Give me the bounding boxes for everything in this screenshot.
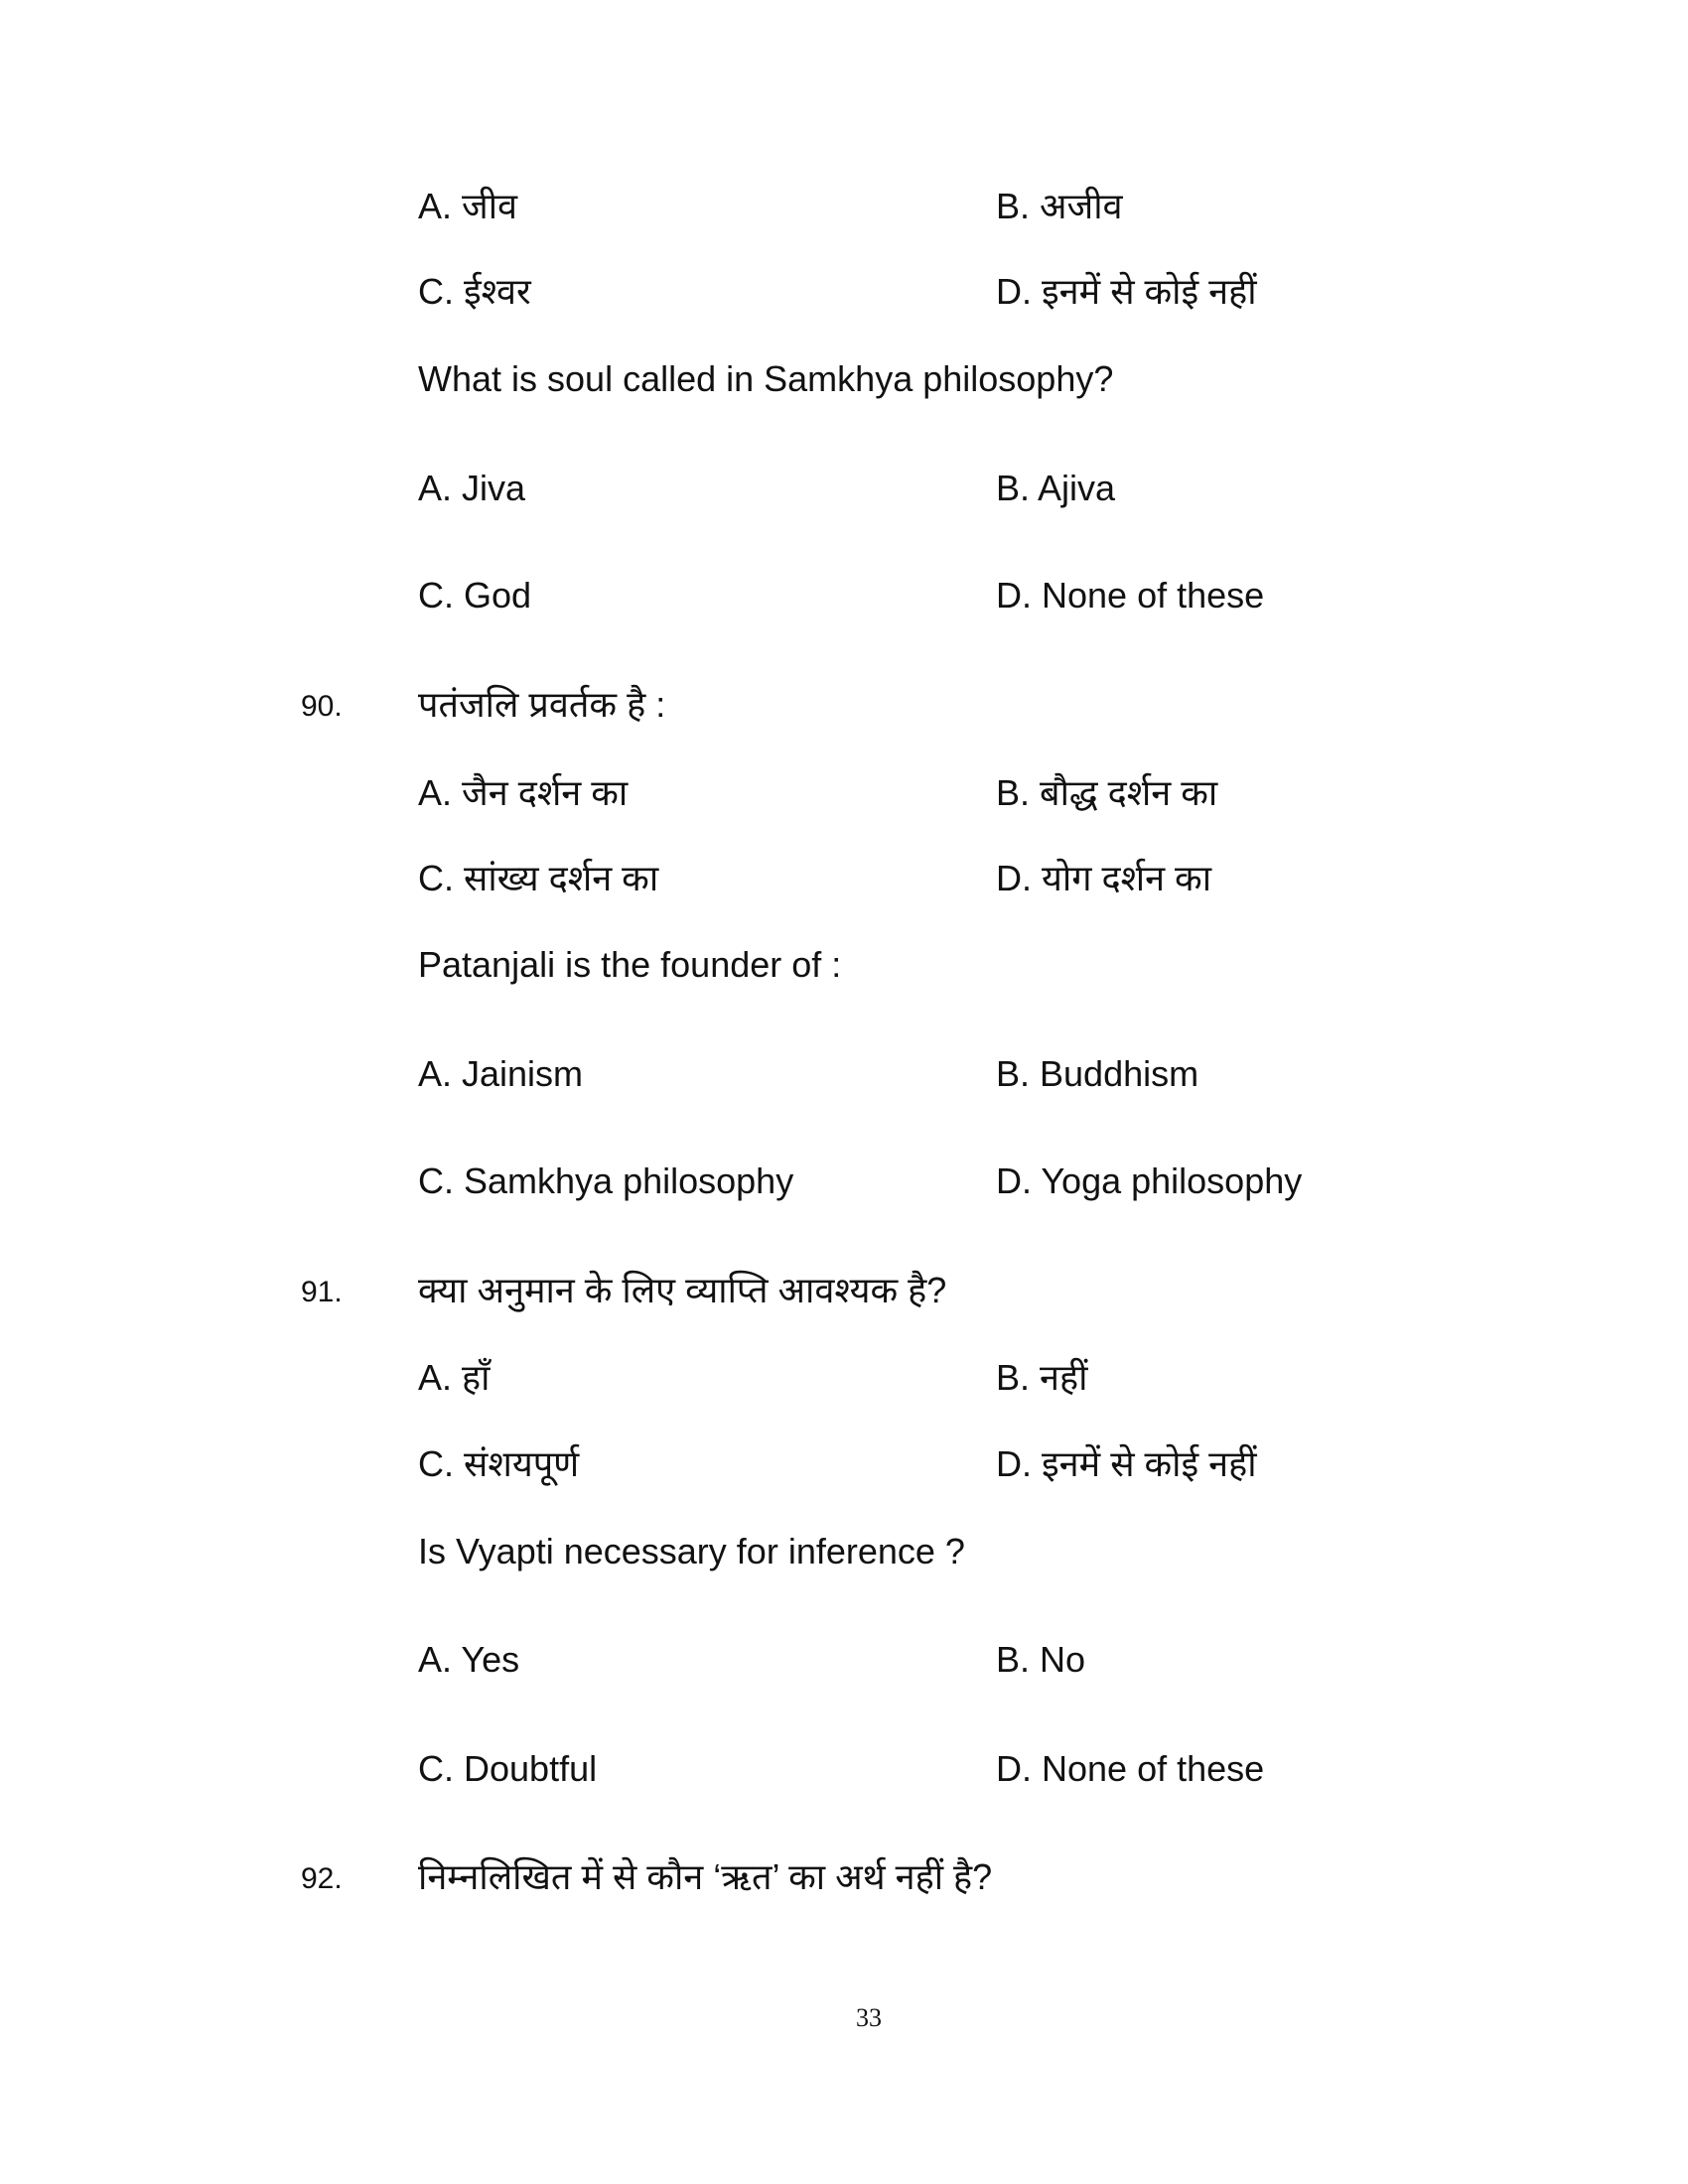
question-text-english: What is soul called in Samkhya philosophy? [418,358,1114,399]
option-b-english: B. Buddhism [996,1053,1199,1094]
option-d-english: D. None of these [996,1748,1265,1789]
question-number: 92. [301,1862,343,1895]
page-number: 33 [856,2003,882,2032]
option-c-english: C. God [418,575,532,615]
option-d-hindi: D. इनमें से कोई नहीं [996,271,1257,312]
option-a-hindi: A. जैन दर्शन का [418,772,629,813]
question-text-english: Patanjali is the founder of : [418,944,842,985]
option-a-hindi: A. जीव [418,186,518,226]
option-a-english: A. Jainism [418,1053,584,1094]
question-number: 91. [301,1276,343,1308]
question-text-hindi: पतंजलि प्रवर्तक है : [418,684,666,725]
option-b-english: B. No [996,1639,1086,1680]
option-c-hindi: C. ईश्वर [418,271,531,312]
option-c-english: C. Doubtful [418,1748,598,1789]
option-d-hindi: D. योग दर्शन का [996,858,1212,898]
option-c-hindi: C. सांख्य दर्शन का [418,858,659,898]
question-text-hindi: निम्नलिखित में से कौन ‘ऋत’ का अर्थ नहीं है? [418,1856,993,1897]
question-text-hindi: क्या अनुमान के लिए व्याप्ति आवश्यक है? [418,1270,947,1310]
option-c-english: C. Samkhya philosophy [418,1160,794,1201]
option-d-english: D. None of these [996,575,1265,615]
question-text-english: Is Vyapti necessary for inference ? [418,1531,965,1571]
option-b-hindi: B. अजीव [996,186,1123,226]
option-d-hindi: D. इनमें से कोई नहीं [996,1443,1257,1484]
option-d-english: D. Yoga philosophy [996,1160,1303,1201]
option-a-hindi: A. हाँ [418,1357,491,1398]
question-number: 90. [301,690,343,723]
option-a-english: A. Jiva [418,468,526,508]
option-b-hindi: B. बौद्ध दर्शन का [996,772,1218,813]
option-a-english: A. Yes [418,1639,520,1680]
option-b-hindi: B. नहीं [996,1357,1088,1398]
option-c-hindi: C. संशयपूर्ण [418,1443,580,1484]
option-b-english: B. Ajiva [996,468,1116,508]
